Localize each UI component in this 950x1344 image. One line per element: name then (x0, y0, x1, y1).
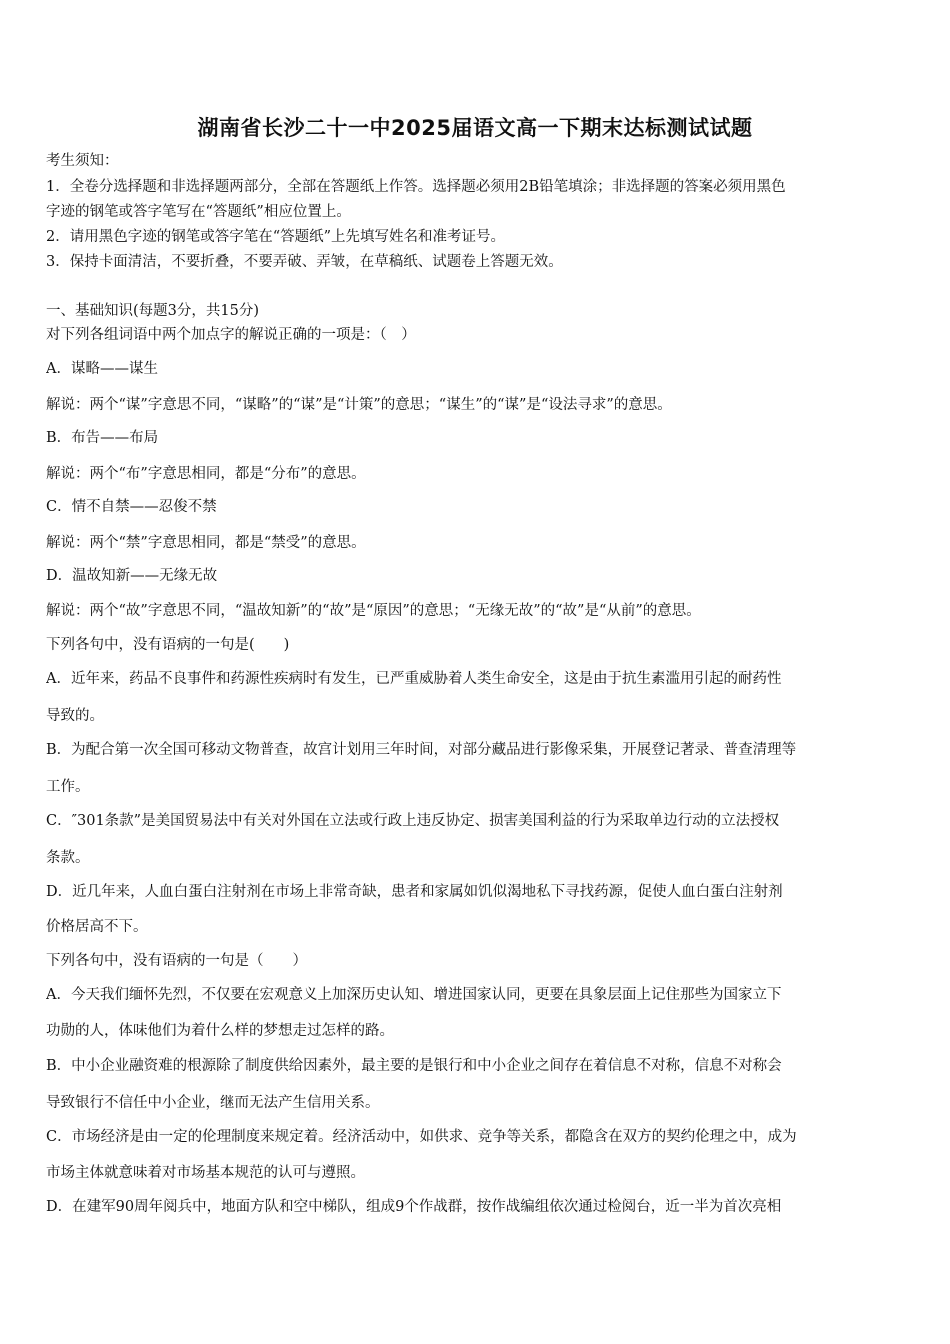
option-line: B．中小企业融资难的根源除了制度供给因素外，最主要的是银行和中小企业之间存在着信息不对称，信息不对称会 (46, 1058, 782, 1074)
notice-item: 1．全卷分选择题和非选择题两部分，全部在答题纸上作答。选择题必须用2B铅笔填涂；非选择题的答案必须用黑色 (46, 179, 786, 195)
notice-heading: 考生须知： (46, 153, 119, 169)
question-stem: 下列各句中，没有语病的一句是（ ） (46, 953, 307, 969)
option-line: 条款。 (46, 850, 90, 866)
option-line: D．在建军90周年阅兵中，地面方队和空中梯队，组成9个作战群，按作战编组依次通过检阅台，近一半为首次亮相 (46, 1199, 782, 1215)
option-line: 价格居高不下。 (46, 919, 148, 935)
option-explanation: 解说：两个“禁”字意思相同，都是“禁受”的意思。 (46, 535, 366, 551)
notice-item: 字迹的钢笔或答字笔写在“答题纸”相应位置上。 (46, 204, 351, 220)
option-explanation: 解说：两个“布”字意思相同，都是“分布”的意思。 (46, 466, 366, 482)
option-label: B．布告——布局 (46, 430, 159, 446)
option-line: A．近年来，药品不良事件和药源性疾病时有发生，已严重威胁着人类生命安全，这是由于抗生素滥用引起的耐药性 (46, 671, 782, 687)
option-line: B．为配合第一次全国可移动文物普查，故宫计划用三年时间，对部分藏品进行影像采集，开展登记著录、普查清理等 (46, 742, 797, 758)
option-explanation: 解说：两个“故”字意思不同，“温故知新”的“故”是“原因”的意思；“无缘无故”的“故”是“从前”的意思。 (46, 603, 701, 619)
option-label: A．谋略——谋生 (46, 361, 158, 377)
page-title: 湖南省长沙二十一中2025届语文高一下期末达标测试试题 (197, 116, 753, 140)
option-line: C．″301条款”是美国贸易法中有关对外国在立法或行政上违反协定、损害美国利益的行为采取单边行动的立法授权 (46, 813, 780, 829)
notice-item: 3．保持卡面清洁，不要折叠，不要弄破、弄皱，在草稿纸、试题卷上答题无效。 (46, 254, 563, 270)
option-line: 市场主体就意味着对市场基本规范的认可与遵照。 (46, 1165, 365, 1181)
question-stem: 对下列各组词语中两个加点字的解说正确的一项是：（ ） (46, 327, 416, 343)
option-explanation: 解说：两个“谋”字意思不同，“谋略”的“谋”是“计策”的意思；“谋生”的“谋”是“设法寻求”的意思。 (46, 397, 672, 413)
question-stem: 下列各句中，没有语病的一句是( ) (46, 637, 290, 653)
notice-item: 2．请用黑色字迹的钢笔或答字笔在“答题纸”上先填写姓名和准考证号。 (46, 229, 506, 245)
option-line: 工作。 (46, 779, 90, 795)
section-heading: 一、基础知识(每题3分，共15分) (46, 303, 259, 319)
option-line: 导致的。 (46, 708, 104, 724)
option-line: 功勋的人，体味他们为着什么样的梦想走过怎样的路。 (46, 1023, 394, 1039)
option-line: D．近几年来，人血白蛋白注射剂在市场上非常奇缺，患者和家属如饥似渴地私下寻找药源，促使人血白蛋白注射剂 (46, 884, 783, 900)
option-line: A．今天我们缅怀先烈，不仅要在宏观意义上加深历史认知、增进国家认同，更要在具象层面上记住那些为国家立下 (46, 987, 782, 1003)
option-label: C．情不自禁——忍俊不禁 (46, 499, 217, 515)
option-label: D．温故知新——无缘无故 (46, 568, 218, 584)
option-line: 导致银行不信任中小企业，继而无法产生信用关系。 (46, 1095, 380, 1111)
option-line: C．市场经济是由一定的伦理制度来规定着。经济活动中，如供求、竞争等关系，都隐含在双方的契约伦理之中，成为 (46, 1129, 797, 1145)
